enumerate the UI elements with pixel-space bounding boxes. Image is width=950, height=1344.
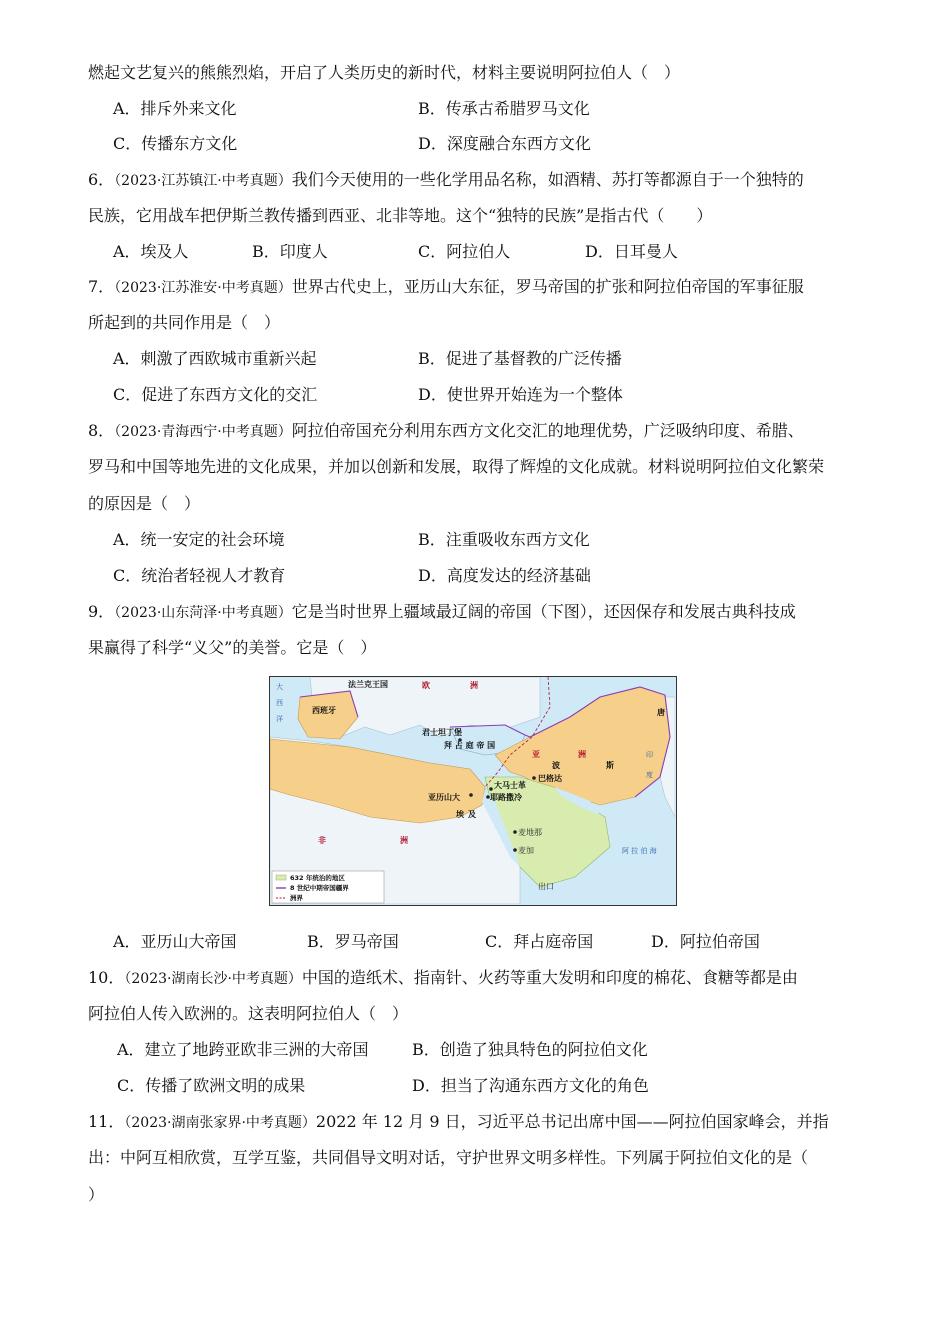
map-label-persia-2: 斯 <box>606 761 614 770</box>
q9-stem-line2: 果赢得了科学“义父”的美誉。它是（ ） <box>88 638 377 657</box>
map-label-africa-1: 非 <box>318 836 326 845</box>
q10-stem-line1 <box>88 968 798 989</box>
map-label-frank: 法兰克王国 <box>348 680 388 689</box>
q10-source: （2023·湖南长沙·中考真题） <box>124 971 302 987</box>
q8-option-b[interactable]: B．注重吸收东西方文化 <box>418 530 590 549</box>
q11-stem-line1 <box>88 1112 829 1133</box>
q7-option-b[interactable]: B．促进了基督教的广泛传播 <box>418 349 622 368</box>
map-label-tang: 唐 <box>657 708 665 717</box>
map-label-arabian-sea: 阿 拉 伯 海 <box>622 847 657 855</box>
map-label-egypt-2: 及 <box>468 810 476 819</box>
map-label-atlantic-3: 洋 <box>276 715 283 723</box>
map-label-europe-2: 洲 <box>470 681 478 690</box>
map-label-byzantine: 拜 占 庭 帝 国 <box>444 741 496 750</box>
map-legend-swatch-632 <box>276 875 286 880</box>
q9-option-b[interactable]: B．罗马帝国 <box>307 932 399 951</box>
map-legend-border: 8 世纪中期帝国疆界 <box>290 884 349 892</box>
q10-text: 中国的造纸术、指南针、火药等重大发明和印度的棉花、食糖等都是由 <box>301 968 798 987</box>
q9-text: 它是当时世界上疆域最辽阔的帝国（下图），还因保存和发展古典科技成 <box>291 602 796 621</box>
q9-option-c[interactable]: C．拜占庭帝国 <box>485 932 594 951</box>
map-label-asia-2: 洲 <box>578 750 586 759</box>
q8-stem-line2: 罗马和中国等地先进的文化成果，并加以创新和发展，取得了辉煌的文化成就。材料说明阿拉伯文化繁荣 <box>88 457 825 476</box>
q8-number: 8． <box>88 421 115 440</box>
map-label-egypt-1: 埃 <box>456 810 464 819</box>
q5-option-a[interactable]: A．排斥外来文化 <box>113 99 237 118</box>
q5-option-b[interactable]: B．传承古希腊罗马文化 <box>418 99 590 118</box>
q9-option-a[interactable]: A．亚历山大帝国 <box>113 932 237 951</box>
map-label-asia-1: 亚 <box>532 750 540 759</box>
q9-source: （2023·山东菏泽·中考真题） <box>114 605 292 621</box>
map-label-india-2: 度 <box>646 771 653 779</box>
map-label-mecca: 麦加 <box>518 846 534 855</box>
map-dot-baghdad <box>532 776 536 780</box>
q5-option-d[interactable]: D．深度融合东西方文化 <box>418 134 591 153</box>
q8-option-a[interactable]: A．统一安定的社会环境 <box>113 530 285 549</box>
q7-source: （2023·江苏淮安·中考真题） <box>114 280 292 296</box>
map-label-spain: 西班牙 <box>312 706 336 715</box>
q6-number: 6． <box>88 170 115 189</box>
map-legend-632: 632 年统治的地区 <box>290 874 345 882</box>
q7-number: 7． <box>88 277 115 296</box>
q7-stem-line1 <box>88 277 804 298</box>
q5-stem: 燃起文艺复兴的熊熊烈焰，开启了人类历史的新时代，材料主要说明阿拉伯人（ ） <box>88 63 681 82</box>
q7-option-a[interactable]: A．刺激了西欧城市重新兴起 <box>113 349 317 368</box>
q7-option-c[interactable]: C．促进了东西方文化的交汇 <box>113 385 318 404</box>
q11-stem-line2: 出：中阿互相欣赏，互学互鉴，共同倡导文明对话，守护世界文明多样性。下列属于阿拉伯文化的是（ <box>88 1148 809 1167</box>
map-label-africa-2: 洲 <box>400 836 408 845</box>
map-label-constantinople: 君士坦丁堡 <box>422 728 462 737</box>
map-dot-alexandria <box>469 793 473 797</box>
map-dot-mecca <box>513 848 517 852</box>
map-label-atlantic-2: 西 <box>276 699 283 707</box>
map-label-damascus: 大马士革 <box>494 781 526 790</box>
q6-option-a[interactable]: A．埃及人 <box>113 242 189 261</box>
map-label-jerusalem: 耶路撒冷 <box>490 793 522 802</box>
q6-option-b[interactable]: B．印度人 <box>252 242 328 261</box>
map-label-atlantic-1: 大 <box>276 683 283 691</box>
map-label-medina: 麦地那 <box>518 828 542 837</box>
q8-source: （2023·青海西宁·中考真题） <box>114 424 292 440</box>
q9-number: 9． <box>88 602 115 621</box>
map-legend-continent: 洲界 <box>290 894 303 902</box>
q8-text: 阿拉伯帝国充分利用东西方文化交汇的地理优势，广泛吸纳印度、希腊、 <box>291 421 804 440</box>
map-label-baghdad: 巴格达 <box>538 774 562 783</box>
q10-option-b[interactable]: B．创造了独具特色的阿拉伯文化 <box>412 1040 648 1059</box>
q6-stem-line1 <box>88 170 804 191</box>
q11-text: 2022 年 12 月 9 日，习近平总书记出席中国——阿拉伯国家峰会，并指 <box>315 1112 829 1131</box>
q6-option-c[interactable]: C．阿拉伯人 <box>418 242 511 261</box>
q10-option-d[interactable]: D．担当了沟通东西方文化的角色 <box>412 1076 649 1095</box>
arab-empire-map <box>269 676 677 906</box>
q11-source: （2023·湖南张家界·中考真题） <box>124 1115 316 1131</box>
q6-stem-line2: 民族，它用战车把伊斯兰教传播到西亚、北非等地。这个“独特的民族”是指古代（ ） <box>88 206 713 225</box>
q10-option-c[interactable]: C．传播了欧洲文明的成果 <box>117 1076 306 1095</box>
map-dot-damascus <box>489 787 493 791</box>
map-label-india-1: 印 <box>646 751 653 759</box>
q8-option-c[interactable]: C．统治者轻视人才教育 <box>113 566 286 585</box>
q10-stem-line2: 阿拉伯人传入欧洲的。这表明阿拉伯人（ ） <box>88 1004 409 1023</box>
map-label-mouth: 出口 <box>538 882 554 891</box>
q10-number: 10． <box>88 968 125 987</box>
q7-text: 世界古代史上，亚历山大东征，罗马帝国的扩张和阿拉伯帝国的军事征服 <box>291 277 804 296</box>
q11-number: 11． <box>88 1112 125 1131</box>
map-label-persia-1: 波 <box>552 761 560 770</box>
q7-stem-line2: 所起到的共同作用是（ ） <box>88 313 281 332</box>
q7-option-d[interactable]: D．使世界开始连为一个整体 <box>418 385 623 404</box>
q6-option-d[interactable]: D．日耳曼人 <box>585 242 678 261</box>
map-label-alexandria: 亚历山大 <box>428 793 460 802</box>
q5-option-c[interactable]: C．传播东方文化 <box>113 134 238 153</box>
q9-stem-line1 <box>88 602 796 623</box>
q11-stem-line3: ） <box>88 1185 105 1204</box>
q8-option-d[interactable]: D．高度发达的经济基础 <box>418 566 591 585</box>
q6-text: 我们今天使用的一些化学用品名称，如酒精、苏打等都源自于一个独特的 <box>291 170 804 189</box>
q6-source: （2023·江苏镇江·中考真题） <box>114 173 292 189</box>
q8-stem-line3: 的原因是（ ） <box>88 494 201 513</box>
q10-option-a[interactable]: A．建立了地跨亚欧非三洲的大帝国 <box>117 1040 369 1059</box>
map-dot-medina <box>513 830 517 834</box>
q9-option-d[interactable]: D．阿拉伯帝国 <box>651 932 760 951</box>
q8-stem-line1 <box>88 421 804 442</box>
map-label-europe-1: 欧 <box>422 681 430 690</box>
